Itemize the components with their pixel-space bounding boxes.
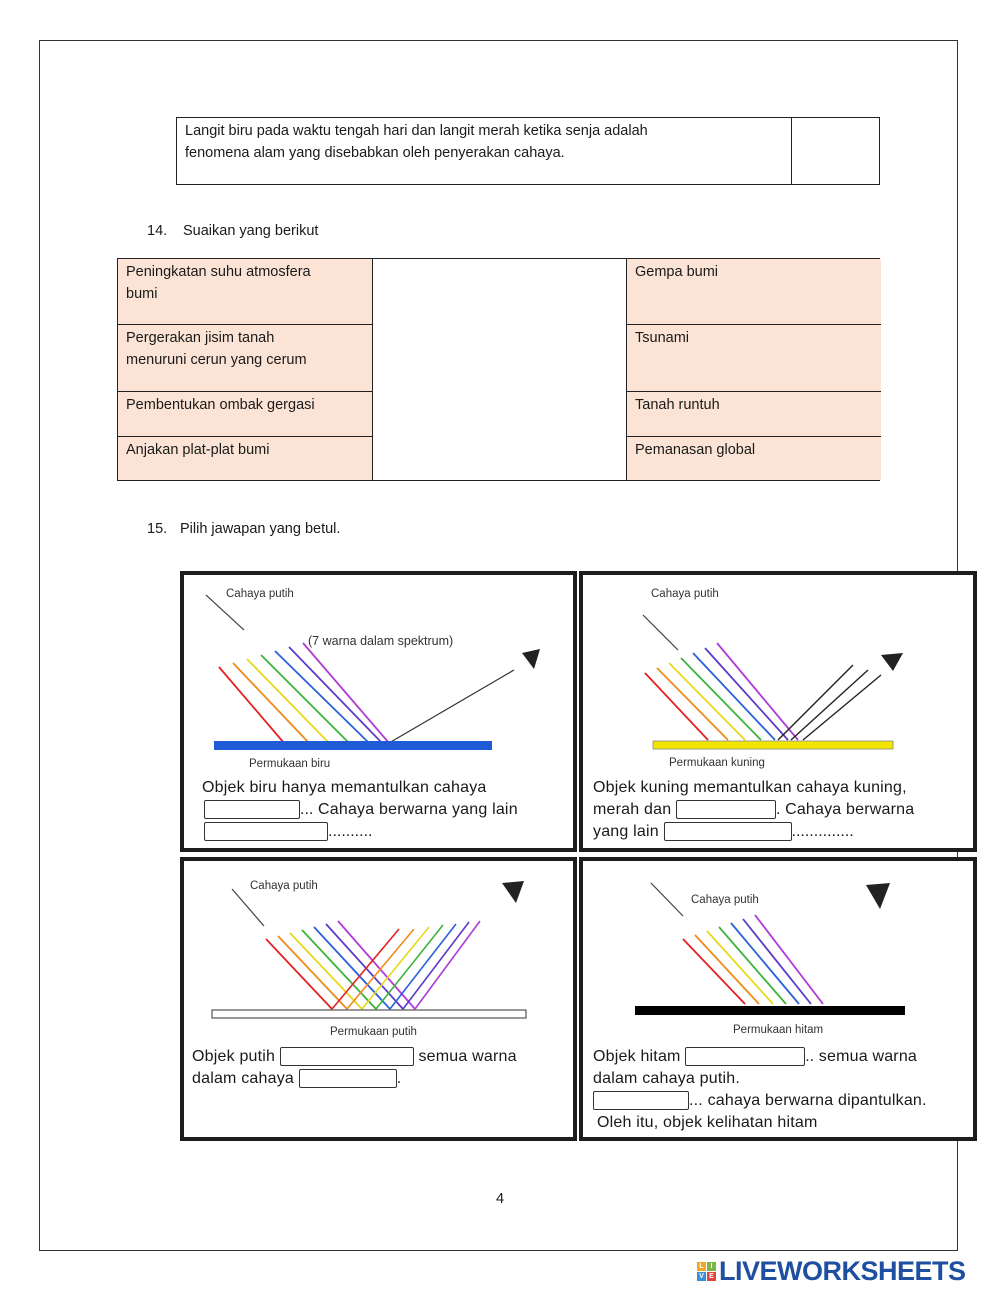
blue-answer-2[interactable] xyxy=(204,822,328,841)
reflected-ray-2 xyxy=(791,670,868,740)
yellow-text-line-2 xyxy=(593,799,914,821)
ray-green xyxy=(681,658,761,740)
matching-left-column xyxy=(118,259,373,480)
ray-yellow xyxy=(707,931,773,1004)
black-text-line-4: Oleh itu, objek kelihatan hitam xyxy=(597,1114,818,1131)
statement-line-2: fenomena alam yang disebabkan oleh penyerakan cahaya. xyxy=(185,145,565,161)
match-left-item-1-line-1: Peningkatan suhu atmosfera xyxy=(126,264,311,280)
black-text-3: ... cahaya berwarna dipantulkan. xyxy=(689,1092,927,1109)
ray-red xyxy=(683,939,745,1004)
eye-icon xyxy=(522,649,540,669)
ray-red xyxy=(645,673,708,740)
ray-green xyxy=(261,655,349,743)
logo-mark-letter: L xyxy=(697,1262,706,1271)
white-light-ray xyxy=(206,595,244,630)
match-left-item-1[interactable] xyxy=(118,259,372,325)
statement-answer-box[interactable] xyxy=(792,118,879,184)
surface-label: Permukaan putih xyxy=(330,1026,417,1038)
white-text-line-2 xyxy=(192,1068,401,1090)
blue-answer-1[interactable] xyxy=(204,800,300,819)
logo-mark-letter: I xyxy=(707,1262,716,1271)
match-left-item-2-line-1: Pergerakan jisim tanah xyxy=(126,330,275,346)
match-left-item-1-line-2: bumi xyxy=(126,286,158,302)
match-right-item-4[interactable]: Pemanasan global xyxy=(627,437,881,480)
white-light-label: Cahaya putih xyxy=(691,894,759,906)
match-left-item-3[interactable] xyxy=(118,392,372,437)
match-right-item-3[interactable]: Tanah runtuh xyxy=(627,392,881,437)
white-light-label: Cahaya putih xyxy=(651,588,719,600)
surface-label: Permukaan biru xyxy=(249,758,331,770)
blue-text-line-2 xyxy=(204,799,518,821)
yellow-text-3: yang lain xyxy=(593,823,659,840)
yellow-dots-b: .............. xyxy=(791,823,854,840)
ray-blue xyxy=(731,923,799,1004)
ray-yellow xyxy=(669,663,745,740)
ray-violet xyxy=(303,643,389,743)
white-answer-2[interactable] xyxy=(299,1069,397,1088)
blue-text-line-1: Objek biru hanya memantulkan cahaya xyxy=(202,779,487,796)
white-text-1a: Objek putih xyxy=(192,1048,276,1065)
blue-dots-b: .......... xyxy=(328,823,373,840)
q14-number: 14. xyxy=(147,223,168,239)
black-surface xyxy=(635,1006,905,1015)
match-right-item-2[interactable]: Tsunami xyxy=(627,325,881,392)
yellow-dots-a: . xyxy=(775,801,781,818)
white-surface xyxy=(212,1010,526,1018)
white-dots-a: . xyxy=(396,1070,402,1087)
ray-red xyxy=(219,667,284,743)
panel-black-surface xyxy=(579,857,977,1141)
black-answer-1[interactable] xyxy=(685,1047,805,1066)
logo-mark-letter: E xyxy=(707,1272,716,1281)
white-text-1b: semua warna xyxy=(418,1048,517,1065)
match-left-item-2-line-2: menuruni cerun yang cerum xyxy=(126,352,307,368)
panel-white-surface xyxy=(180,857,577,1141)
ray-violet xyxy=(755,915,823,1004)
ray-indigo xyxy=(743,919,811,1004)
black-answer-2[interactable] xyxy=(593,1091,689,1110)
ray-yellow-in xyxy=(290,933,362,1009)
black-text-line-1 xyxy=(593,1046,917,1068)
q15-number: 15. xyxy=(147,521,168,537)
spectrum-note: (7 warna dalam spektrum) xyxy=(308,634,454,648)
black-dots-a: .. xyxy=(805,1048,815,1065)
liveworksheets-logo[interactable] xyxy=(697,1256,966,1286)
blue-dots-a: ... xyxy=(300,801,314,818)
white-light-ray xyxy=(651,883,683,916)
match-right-item-1[interactable]: Gempa bumi xyxy=(627,259,881,325)
yellow-text-line-3 xyxy=(593,821,854,843)
q14-heading xyxy=(147,223,318,239)
liveworksheets-logo-icon xyxy=(697,1262,716,1281)
page-number: 4 xyxy=(495,1191,505,1207)
blue-surface xyxy=(214,741,492,750)
ray-red-in xyxy=(266,939,332,1009)
statement-table xyxy=(176,117,880,185)
yellow-answer-2[interactable] xyxy=(664,822,792,841)
white-text-line-1 xyxy=(192,1046,517,1068)
reflected-ray-3 xyxy=(803,675,881,740)
yellow-surface xyxy=(653,741,893,749)
eye-icon xyxy=(866,883,890,909)
eye-icon xyxy=(881,653,903,671)
matching-right-column xyxy=(626,259,881,480)
ray-yellow-out xyxy=(362,927,429,1009)
blue-text-line-3 xyxy=(204,821,372,843)
q15-heading xyxy=(147,521,340,537)
match-left-item-4-line-1: Anjakan plat-plat bumi xyxy=(126,442,270,458)
black-text-1b: semua warna xyxy=(818,1048,918,1065)
panel-yellow-surface xyxy=(579,571,977,852)
yellow-text-2a: merah dan xyxy=(593,801,672,818)
ray-orange-in xyxy=(278,936,347,1009)
yellow-text-2b: Cahaya berwarna xyxy=(785,801,915,818)
q14-instruction: Suaikan yang berikut xyxy=(183,223,319,239)
white-light-label: Cahaya putih xyxy=(226,588,294,600)
q15-instruction: Pilih jawapan yang betul. xyxy=(180,521,341,537)
white-answer-1[interactable] xyxy=(280,1047,414,1066)
yellow-answer-1[interactable] xyxy=(676,800,776,819)
surface-label: Permukaan hitam xyxy=(733,1024,824,1036)
surface-label: Permukaan kuning xyxy=(669,757,765,769)
panel-blue-surface xyxy=(180,571,577,852)
ray-orange xyxy=(233,663,309,743)
statement-text xyxy=(177,118,792,184)
black-text-line-2: dalam cahaya putih. xyxy=(593,1070,741,1087)
reflected-blue-ray xyxy=(389,670,514,743)
match-left-item-3-line-1: Pembentukan ombak gergasi xyxy=(126,397,315,413)
statement-line-1: Langit biru pada waktu tengah hari dan langit merah ketika senja adalah xyxy=(185,123,648,139)
ray-green xyxy=(719,927,786,1004)
logo-mark-letter: V xyxy=(697,1272,706,1281)
white-text-2: dalam cahaya xyxy=(192,1070,295,1087)
eye-icon xyxy=(502,881,524,903)
black-text-line-3 xyxy=(593,1090,927,1112)
white-reflection-diagram xyxy=(184,861,577,1141)
black-text-1a: Objek hitam xyxy=(593,1048,681,1065)
ray-green-out xyxy=(376,925,443,1009)
match-left-item-4[interactable] xyxy=(118,437,372,480)
liveworksheets-wordmark: LIVEWORKSHEETS xyxy=(719,1255,966,1286)
matching-connector-area[interactable] xyxy=(372,259,626,480)
matching-table xyxy=(117,258,880,481)
white-light-label: Cahaya putih xyxy=(250,880,318,892)
ray-yellow xyxy=(247,659,329,743)
match-left-item-2[interactable] xyxy=(118,325,372,392)
white-light-ray xyxy=(232,889,264,926)
white-light-ray xyxy=(643,615,678,650)
blue-text-2: Cahaya berwarna yang lain xyxy=(318,801,518,818)
yellow-text-line-1: Objek kuning memantulkan cahaya kuning, xyxy=(593,779,907,796)
